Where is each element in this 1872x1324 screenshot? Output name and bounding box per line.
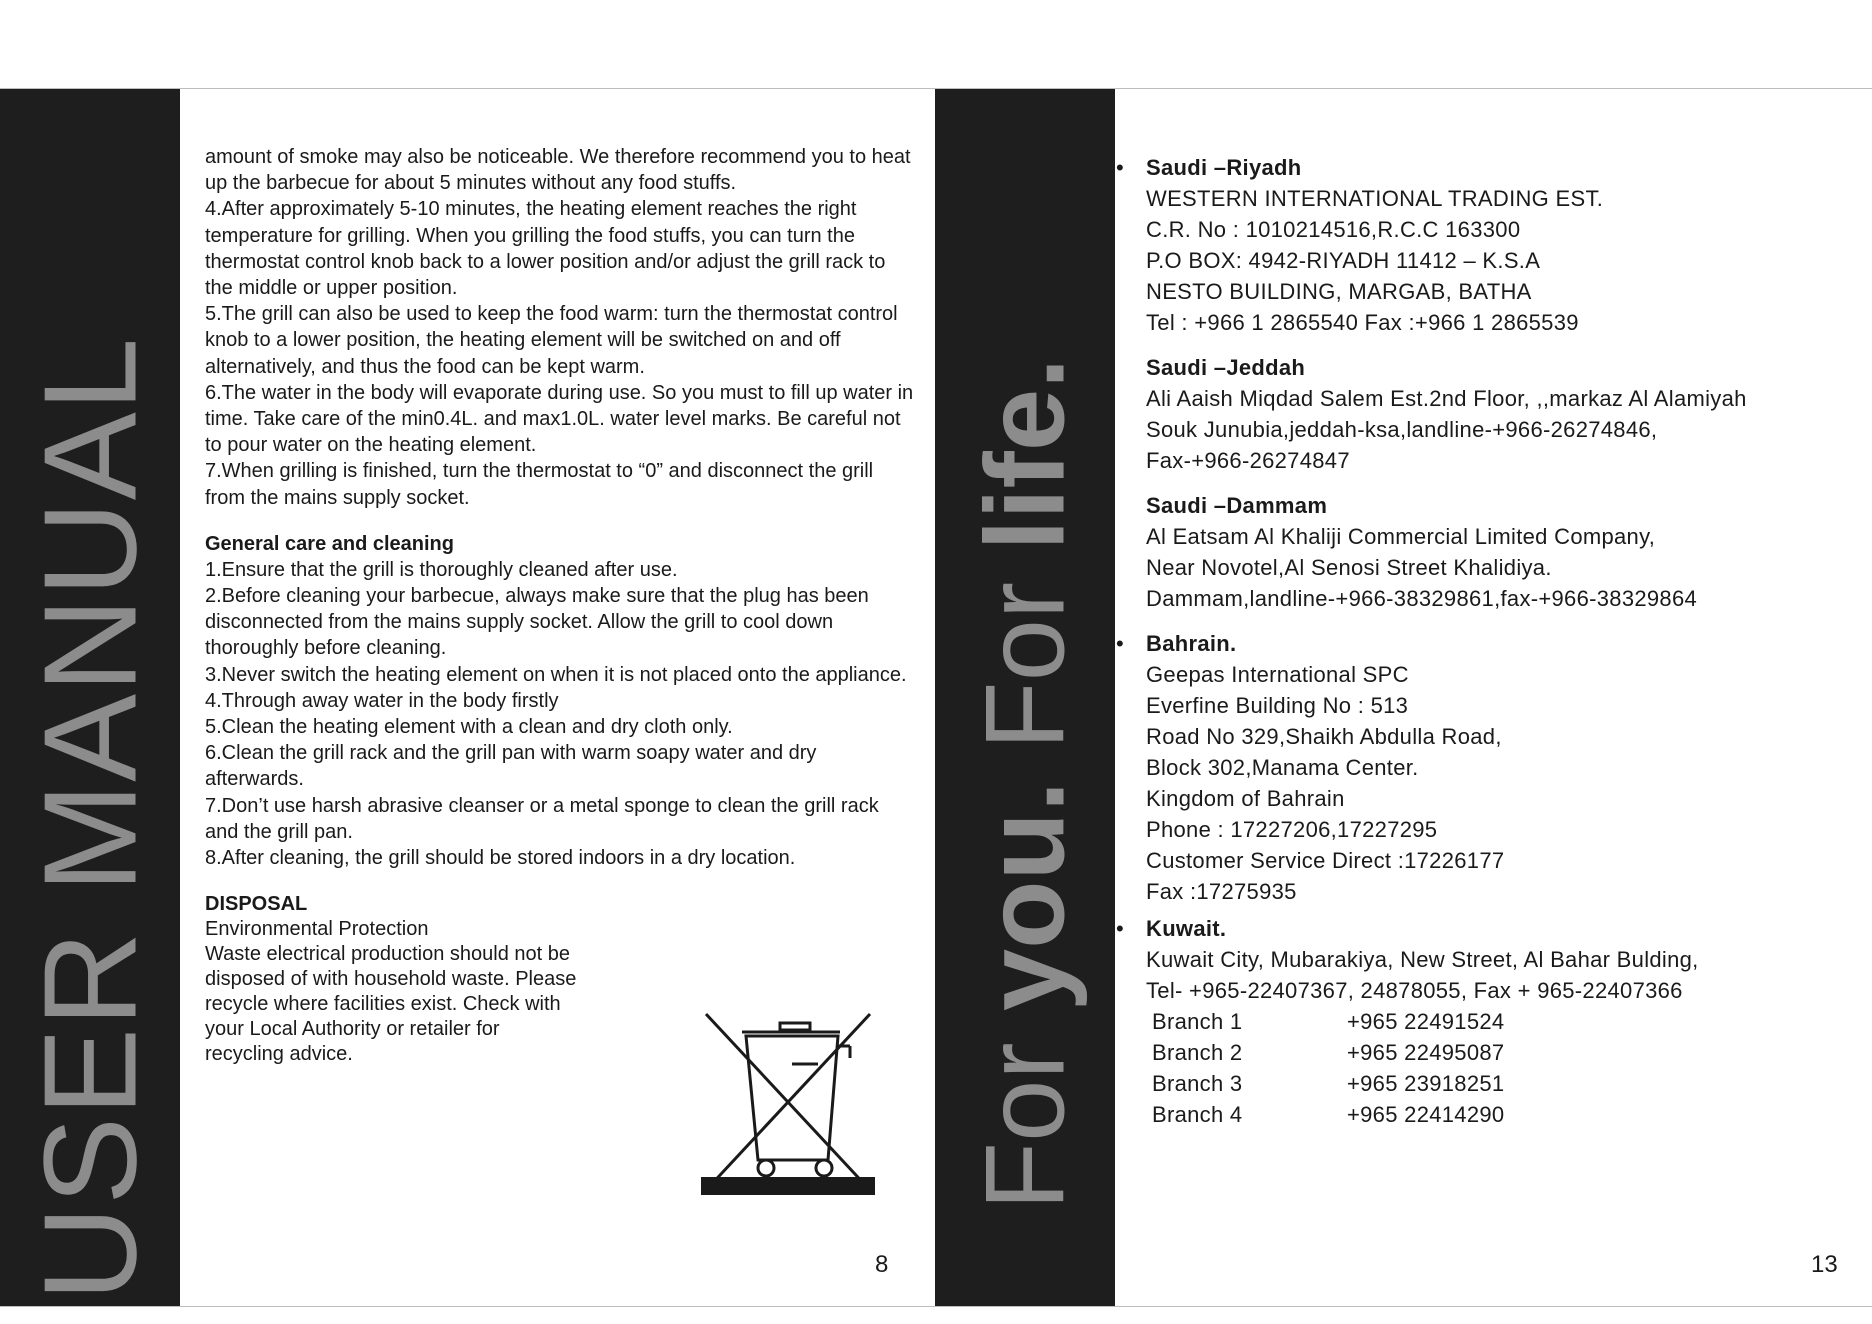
- kuwait-entry: [1116, 913, 1846, 1130]
- address-line: Kuwait City, Mubarakiya, New Street, Al Bahar Bulding,: [1146, 947, 1699, 972]
- care-title: General care and cleaning: [205, 532, 454, 555]
- riyadh-title: Saudi –Riyadh: [1146, 155, 1302, 180]
- slogan-text: [961, 358, 1090, 1211]
- bullet-icon: •: [1116, 916, 1125, 941]
- bottom-rule: [0, 1306, 1872, 1307]
- address-line: P.O BOX: 4942-RIYADH 11412 – K.S.A: [1146, 248, 1541, 273]
- address-line: Geepas International SPC: [1146, 662, 1409, 687]
- address-line: Everfine Building No : 513: [1146, 693, 1409, 718]
- care-item: 4.Through away water in the body firstly: [205, 689, 559, 712]
- paragraph: 4.After approximately 5-10 minutes, the heating element reaches the right temperature for grilling. When you grilling the food stuffs, you can turn the thermostat control knob back to a lower position and/or adjust the grill rack to the middle or upper position.: [205, 198, 886, 300]
- disposal-line: recycling advice.: [205, 1043, 353, 1066]
- branch-phone: +965 22495087: [1347, 1040, 1505, 1065]
- branch-row: [1146, 1099, 1846, 1130]
- dammam-entry: [1146, 490, 1846, 614]
- address-line: Near Novotel,Al Senosi Street Khalidiya.: [1146, 555, 1552, 580]
- address-line: Fax :17275935: [1146, 879, 1297, 904]
- address-line: Kingdom of Bahrain: [1146, 786, 1345, 811]
- care-item: 5.Clean the heating element with a clean and dry cloth only.: [205, 716, 733, 739]
- address-line: Ali Aaish Miqdad Salem Est.2nd Floor, ,,markaz Al Alamiyah: [1146, 386, 1747, 411]
- bullet-icon: •: [1116, 631, 1125, 656]
- branch-name: Branch 2: [1152, 1040, 1243, 1065]
- branch-phone: +965 23918251: [1347, 1071, 1505, 1096]
- care-item: 3.Never switch the heating element on when it is not placed onto the appliance.: [205, 663, 907, 686]
- user-manual-title: USER MANUAL: [16, 336, 164, 1302]
- address-line: Dammam,landline-+966-38329861,fax-+966-38329864: [1146, 586, 1698, 611]
- disposal-line: Waste electrical production should not be: [205, 943, 571, 966]
- jeddah-entry: [1146, 352, 1846, 476]
- paragraph: amount of smoke may also be noticeable. We therefore recommend you to heat up the barbecue for about 5 minutes without any food stuffs.: [205, 146, 911, 195]
- bahrain-entry: [1116, 628, 1846, 907]
- branch-name: Branch 3: [1152, 1071, 1243, 1096]
- branch-name: Branch 4: [1152, 1102, 1243, 1127]
- disposal-subtitle: Environmental Protection: [205, 918, 429, 941]
- care-item: 8.After cleaning, the grill should be stored indoors in a dry location.: [205, 847, 796, 870]
- address-line: Fax-+966-26274847: [1146, 448, 1350, 473]
- address-line: Block 302,Manama Center.: [1146, 755, 1419, 780]
- address-line: Customer Service Direct :17226177: [1146, 848, 1505, 873]
- left-page: [205, 144, 915, 1067]
- paragraph: 7.When grilling is finished, turn the thermostat to “0” and disconnect the grill from the mains supply socket.: [205, 460, 874, 509]
- slogan-part-4: life.: [962, 357, 1088, 551]
- address-line: Phone : 17227206,17227295: [1146, 817, 1438, 842]
- disposal-line: recycle where facilities exist. Check with: [205, 993, 561, 1016]
- care-item: 2.Before cleaning your barbecue, always make sure that the plug has been disconnected from the mains supply socket. Allow the grill to cool down thoroughly before cleaning.: [205, 585, 869, 660]
- bullet-icon: •: [1116, 155, 1125, 180]
- disposal-title: DISPOSAL: [205, 893, 308, 916]
- care-item: 6.Clean the grill rack and the grill pan with warm soapy water and dry afterwards.: [205, 742, 817, 791]
- branch-row: [1146, 1068, 1846, 1099]
- slogan-band: [935, 89, 1115, 1306]
- care-item: 1.Ensure that the grill is thoroughly cleaned after use.: [205, 558, 678, 581]
- address-line: Tel- +965-22407367, 24878055, Fax + 965-22407366: [1146, 978, 1683, 1003]
- branch-phone: +965 22414290: [1347, 1102, 1505, 1127]
- kuwait-title: Kuwait.: [1146, 916, 1227, 941]
- disposal-line: your Local Authority or retailer for: [205, 1018, 500, 1041]
- branch-phone: +965 22491524: [1347, 1009, 1505, 1034]
- address-line: Road No 329,Shaikh Abdulla Road,: [1146, 724, 1502, 749]
- address-line: Tel : +966 1 2865540 Fax :+966 1 2865539: [1146, 310, 1579, 335]
- address-line: WESTERN INTERNATIONAL TRADING EST.: [1146, 186, 1604, 211]
- crossed-bin-icon: [700, 1010, 876, 1197]
- slogan-part-1: For: [962, 1011, 1088, 1211]
- care-item: 7.Don’t use harsh abrasive cleanser or a metal sponge to clean the grill rack and the grill pan.: [205, 794, 879, 843]
- branch-name: Branch 1: [1152, 1009, 1243, 1034]
- page-number-right: 13: [1811, 1251, 1838, 1278]
- riyadh-entry: [1116, 152, 1846, 338]
- disposal-line: disposed of with household waste. Please: [205, 968, 577, 991]
- care-section: [205, 531, 915, 871]
- slogan-part-2: you.: [962, 780, 1088, 1012]
- branch-row: [1146, 1037, 1846, 1068]
- branch-row: [1146, 1006, 1846, 1037]
- paragraph: 6.The water in the body will evaporate during use. So you must to fill up water in time. Take care of the min0.4L. and max1.0L. water level marks. Be careful not to pour water on the heating element.: [205, 381, 914, 457]
- jeddah-title: Saudi –Jeddah: [1146, 355, 1306, 380]
- address-line: Al Eatsam Al Khaliji Commercial Limited Company,: [1146, 524, 1656, 549]
- address-line: Souk Junubia,jeddah-ksa,landline-+966-26274846,: [1146, 417, 1658, 442]
- address-line: C.R. No : 1010214516,R.C.C 163300: [1146, 217, 1521, 242]
- disposal-text: [205, 917, 645, 1067]
- slogan-part-3: For: [962, 550, 1088, 781]
- paragraph: 5.The grill can also be used to keep the food warm: turn the thermostat control knob to a lower position, the heating element will be switched on and off alternatively, and thus the food can be kept warm.: [205, 303, 898, 378]
- user-manual-band: [0, 89, 180, 1306]
- right-page: [1116, 152, 1846, 1144]
- address-line: NESTO BUILDING, MARGAB, BATHA: [1146, 279, 1532, 304]
- page-number-left: 8: [875, 1251, 889, 1278]
- dammam-title: Saudi –Dammam: [1146, 493, 1328, 518]
- bahrain-title: Bahrain.: [1146, 631, 1237, 656]
